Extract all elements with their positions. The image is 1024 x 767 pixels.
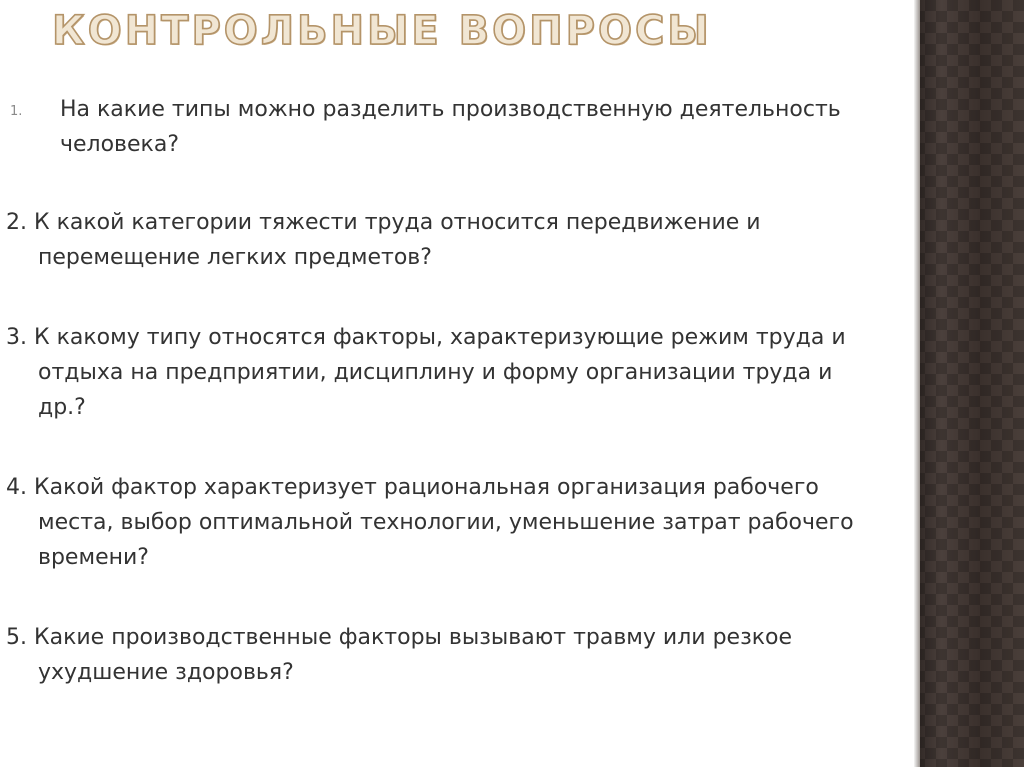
decorative-side-panel bbox=[914, 0, 1024, 767]
question-item-2: 2. К какой категории тяжести труда относится передвижение и перемещение легких предметов? bbox=[6, 210, 761, 270]
question-item-5: 5. Какие производственные факторы вызывают травму или резкое ухудшение здоровья? bbox=[6, 625, 793, 685]
question-list bbox=[6, 92, 886, 735]
slide-title: КОНТРОЛЬНЫЕ ВОПРОСЫ bbox=[52, 8, 712, 54]
question-item-4: 4. Какой фактор характеризует рациональная организация рабочего места, выбор оптимальной технологии, уменьшение затрат рабочего времени? bbox=[6, 475, 854, 570]
question-item-3: 3. К какому типу относятся факторы, характеризующие режим труда и отдыха на предприятии, дисциплину и форму организации труда и др.? bbox=[6, 325, 846, 420]
question-item-1 bbox=[6, 92, 886, 162]
question-text-1: На какие типы можно разделить производственную деятельность человека? bbox=[60, 97, 841, 157]
question-number-1: 1. bbox=[10, 104, 23, 119]
